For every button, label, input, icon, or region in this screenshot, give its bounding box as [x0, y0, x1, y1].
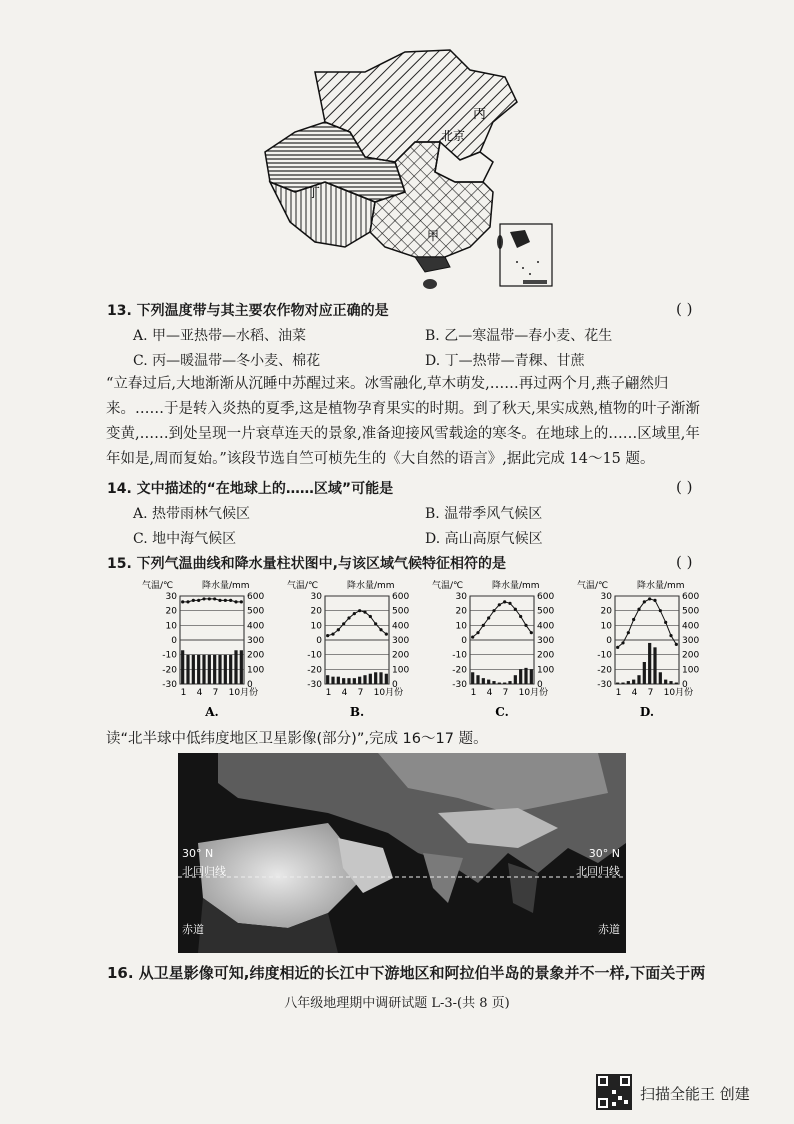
temperature-point — [374, 622, 377, 625]
precip-bar — [519, 669, 522, 684]
page-footer: 八年级地理期中调研试题 L-3-(共 8 页) — [284, 996, 510, 1011]
temperature-point — [224, 599, 227, 602]
chart-tick-left: 30 — [310, 592, 322, 602]
q13-option-a[interactable]: A. 甲—亚热带—水稻、油菜 — [133, 328, 307, 344]
china-temperature-map — [255, 42, 565, 292]
temperature-point — [508, 602, 511, 605]
temperature-point — [530, 631, 533, 634]
chart-tick-right: 400 — [682, 621, 700, 632]
temperature-point — [363, 611, 366, 614]
chart-tick-left: 30 — [600, 592, 612, 602]
temperature-point — [492, 609, 495, 612]
precip-bar — [379, 672, 382, 684]
chart-tick-right: 0 — [247, 680, 253, 690]
precip-bar — [213, 655, 216, 684]
climate-chart-3 — [575, 576, 715, 721]
precip-bar — [530, 669, 533, 684]
chart-tick-left: -20 — [307, 665, 322, 676]
chart-tick-left: 20 — [310, 606, 322, 617]
chart-tick-x: 1 — [615, 688, 622, 698]
tropic-of-cancer-left: 北回归线 — [182, 865, 226, 878]
temperature-point — [616, 646, 619, 649]
chart-tick-right: 600 — [537, 592, 555, 602]
q13-option-c[interactable]: C. 丙—暖温带—冬小麦、棉花 — [133, 353, 321, 369]
temperature-point — [632, 618, 635, 621]
precip-bar — [487, 680, 490, 684]
chart-ylabel-left: 气温/℃ — [142, 581, 174, 591]
lat-30n-right: 30° N — [588, 847, 620, 860]
precip-bar — [385, 674, 388, 684]
precip-bar — [627, 681, 630, 684]
temperature-point — [385, 633, 388, 636]
temperature-point — [482, 624, 485, 627]
chart-ylabel-right: 降水量/mm — [202, 581, 250, 591]
chart-tick-right: 100 — [392, 665, 410, 676]
chart-tick-right: 600 — [247, 592, 265, 602]
temperature-point — [326, 634, 329, 637]
temperature-point — [503, 600, 506, 603]
precip-bar — [240, 650, 243, 684]
chart-tick-right: 300 — [682, 636, 700, 646]
temperature-line — [183, 599, 242, 602]
precip-bar — [648, 643, 651, 684]
q15-stem: 15. 下列气温曲线和降水量柱状图中,与该区域气候特征相符的是 — [107, 556, 506, 572]
temperature-point — [514, 608, 517, 611]
chart-tick-right: 200 — [392, 650, 410, 661]
precip-bar — [208, 655, 211, 684]
chart-tick-right: 300 — [392, 636, 410, 646]
q13-option-b[interactable]: B. 乙—寒温带—春小麦、花生 — [425, 328, 613, 344]
temperature-point — [358, 609, 361, 612]
region-tropical — [415, 257, 450, 272]
precip-bar — [632, 680, 635, 684]
temperature-point — [627, 631, 630, 634]
temperature-point — [192, 599, 195, 602]
precip-bar — [476, 675, 479, 684]
chart-tick-left: 10 — [455, 621, 467, 632]
chart-tick-right: 100 — [247, 665, 265, 676]
lat-30n-left: 30° N — [182, 847, 214, 860]
chart-tick-left: -20 — [597, 665, 612, 676]
precip-bar — [197, 655, 200, 684]
temperature-point — [347, 616, 350, 619]
q14-stem: 14. 文中描述的“在地球上的……区域”可能是 — [107, 481, 394, 497]
chart-caption: A. — [205, 705, 219, 719]
chart-tick-right: 200 — [682, 650, 700, 661]
temperature-point — [337, 628, 340, 631]
chart-tick-left: 0 — [316, 636, 322, 646]
chart-tick-right: 100 — [537, 665, 555, 676]
temperature-point — [369, 615, 372, 618]
temperature-point — [208, 597, 211, 600]
chart-tick-right: 600 — [392, 592, 410, 602]
chart-tick-right: 0 — [392, 680, 398, 690]
precip-bar — [337, 677, 340, 684]
chart-tick-left: 30 — [165, 592, 177, 602]
temperature-point — [664, 621, 667, 624]
chart-tick-right: 300 — [247, 636, 265, 646]
chart-tick-left: -10 — [597, 650, 612, 661]
precip-bar — [621, 683, 624, 684]
chart-tick-right: 0 — [537, 680, 543, 690]
temperature-point — [471, 635, 474, 638]
qr-code-icon — [596, 1074, 632, 1110]
hainan-island — [423, 279, 437, 289]
temperature-point — [653, 599, 656, 602]
temperature-line — [328, 611, 387, 636]
satellite-image — [178, 753, 626, 953]
scanner-watermark: 扫描全能王 创建 — [640, 1085, 750, 1103]
chart-tick-left: -10 — [307, 650, 322, 661]
precip-bar — [503, 683, 506, 684]
precip-bar — [224, 655, 227, 684]
equator-left: 赤道 — [182, 923, 204, 936]
precip-bar — [669, 681, 672, 684]
climate-chart-0 — [140, 576, 280, 721]
chart-caption: D. — [639, 705, 655, 719]
precip-bar — [616, 683, 619, 684]
chart-tick-left: -10 — [162, 650, 177, 661]
precip-bar — [675, 683, 678, 684]
q14-answer-paren[interactable]: ( ) — [676, 478, 693, 496]
chart-tick-right: 400 — [537, 621, 555, 632]
temperature-point — [487, 616, 490, 619]
temperature-point — [637, 608, 640, 611]
climate-charts — [140, 576, 720, 721]
q13-answer-paren[interactable]: ( ) — [676, 300, 693, 318]
q15-answer-paren[interactable]: ( ) — [676, 553, 693, 571]
precip-bar — [653, 647, 656, 684]
precip-bar — [369, 674, 372, 684]
chart-ylabel-left: 气温/℃ — [577, 581, 609, 591]
precip-bar — [637, 675, 640, 684]
precip-bar — [659, 672, 662, 684]
q13-stem: 13. 下列温度带与其主要农作物对应正确的是 — [107, 303, 389, 319]
chart-tick-x: 1 — [325, 688, 332, 698]
precip-bar — [342, 678, 345, 684]
reading-passage — [106, 372, 794, 472]
chart-tick-left: -20 — [162, 665, 177, 676]
chart-tick-x: 10月份 — [663, 688, 694, 698]
precip-bar — [181, 650, 184, 684]
chart-tick-left: 10 — [165, 621, 177, 632]
q13-option-d[interactable]: D. 丁—热带—青稞、甘蔗 — [425, 353, 585, 369]
chart-tick-right: 500 — [247, 606, 265, 617]
chart-ylabel-left: 气温/℃ — [432, 581, 464, 591]
equator-right: 赤道 — [598, 923, 620, 936]
temperature-line — [473, 602, 532, 637]
temperature-point — [643, 600, 646, 603]
chart-tick-left: 10 — [600, 621, 612, 632]
temperature-point — [379, 628, 382, 631]
chart-tick-x: 10月份 — [518, 688, 549, 698]
precip-bar — [524, 668, 527, 684]
q16-stem: 16. 从卫星影像可知,纬度相近的长江中下游地区和阿拉伯半岛的景象并不一样,下面关于两 — [107, 964, 706, 982]
temperature-point — [197, 599, 200, 602]
chart-tick-x: 10月份 — [228, 688, 259, 698]
precip-bar — [229, 655, 232, 684]
temperature-point — [240, 600, 243, 603]
temperature-point — [659, 609, 662, 612]
temperature-point — [229, 599, 232, 602]
temperature-point — [342, 622, 345, 625]
chart-tick-right: 500 — [682, 606, 700, 617]
precip-bar — [508, 681, 511, 684]
chart-tick-left: 0 — [461, 636, 467, 646]
chart-tick-x: 1 — [180, 688, 187, 698]
temperature-point — [353, 612, 356, 615]
precip-bar — [374, 672, 377, 684]
precip-bar — [358, 677, 361, 684]
precip-bar — [353, 678, 356, 684]
temperature-point — [186, 600, 189, 603]
chart-ylabel-right: 降水量/mm — [347, 581, 395, 591]
precip-bar — [347, 678, 350, 684]
chart-tick-right: 200 — [247, 650, 265, 661]
chart-tick-left: -30 — [307, 680, 322, 690]
climate-chart-1 — [285, 576, 425, 721]
chart-tick-left: -30 — [162, 680, 177, 690]
chart-tick-left: 20 — [165, 606, 177, 617]
chart-tick-left: -10 — [452, 650, 467, 661]
precip-bar — [492, 681, 495, 684]
climate-chart-2 — [430, 576, 570, 721]
temperature-point — [648, 597, 651, 600]
precip-bar — [186, 655, 189, 684]
map-label-beijing: 北京 — [441, 129, 466, 143]
temperature-point — [498, 603, 501, 606]
precip-bar — [326, 675, 329, 684]
chart-ylabel-left: 气温/℃ — [287, 581, 319, 591]
chart-tick-right: 300 — [537, 636, 555, 646]
chart-tick-left: 30 — [455, 592, 467, 602]
precip-bar — [514, 675, 517, 684]
precip-bar — [218, 655, 221, 684]
chart-caption: C. — [495, 705, 509, 719]
chart-tick-right: 500 — [537, 606, 555, 617]
tropic-of-cancer-right: 北回归线 — [576, 865, 620, 878]
precip-bar — [498, 683, 501, 684]
chart-tick-left: 20 — [600, 606, 612, 617]
temperature-point — [213, 597, 216, 600]
chart-tick-right: 400 — [247, 621, 265, 632]
temperature-point — [181, 600, 184, 603]
chart-tick-right: 600 — [682, 592, 700, 602]
chart-tick-x: 1 — [470, 688, 477, 698]
chart-tick-x: 7 — [212, 688, 219, 698]
temperature-point — [218, 599, 221, 602]
chart-tick-left: 0 — [171, 636, 177, 646]
map-label-jia: 甲 — [427, 229, 440, 243]
chart-tick-x: 4 — [631, 688, 638, 698]
chart-tick-left: 20 — [455, 606, 467, 617]
temperature-point — [331, 633, 334, 636]
precip-bar — [234, 650, 237, 684]
q14-option-c[interactable]: C. 地中海气候区 — [133, 531, 237, 547]
passage-line: 变黄,……到处呈现一片衰草连天的景象,准备迎接风雪载途的寒冬。在地球上的……区域里,年 — [106, 426, 700, 442]
temperature-point — [675, 643, 678, 646]
precip-bar — [192, 655, 195, 684]
temperature-point — [202, 597, 205, 600]
chart-tick-right: 500 — [392, 606, 410, 617]
temperature-point — [621, 641, 624, 644]
precip-bar — [202, 655, 205, 684]
chart-tick-left: 10 — [310, 621, 322, 632]
temperature-point — [669, 634, 672, 637]
chart-tick-x: 7 — [357, 688, 364, 698]
chart-ylabel-right: 降水量/mm — [492, 581, 540, 591]
map-label-bing: 丙 — [473, 107, 487, 122]
passage-line: 来。……于是转入炎热的夏季,这是植物孕育果实的时期。到了秋天,果实成熟,植物的叶子渐渐 — [106, 401, 700, 417]
chart-tick-x: 4 — [486, 688, 493, 698]
chart-tick-x: 4 — [341, 688, 348, 698]
chart-ylabel-right: 降水量/mm — [637, 581, 685, 591]
temperature-point — [519, 615, 522, 618]
chart-tick-right: 200 — [537, 650, 555, 661]
chart-tick-x: 4 — [196, 688, 203, 698]
chart-tick-left: -20 — [452, 665, 467, 676]
chart-tick-right: 0 — [682, 680, 688, 690]
temperature-point — [524, 624, 527, 627]
precip-bar — [331, 677, 334, 684]
chart-tick-left: -30 — [452, 680, 467, 690]
chart-tick-x: 7 — [647, 688, 654, 698]
temperature-point — [234, 600, 237, 603]
precip-bar — [643, 662, 646, 684]
precip-bar — [471, 672, 474, 684]
read-prompt: 读“北半球中低纬度地区卫星影像(部分)”,完成 16～17 题。 — [106, 731, 488, 747]
precip-bar — [363, 675, 366, 684]
chart-tick-x: 10月份 — [373, 688, 404, 698]
chart-tick-left: 0 — [606, 636, 612, 646]
temperature-point — [476, 631, 479, 634]
chart-tick-right: 100 — [682, 665, 700, 676]
q14-option-d[interactable]: D. 高山高原气候区 — [425, 531, 543, 547]
chart-tick-x: 7 — [502, 688, 509, 698]
passage-line: “立春过后,大地渐渐从沉睡中苏醒过来。冰雪融化,草木萌发,……再过两个月,燕子翩然归 — [106, 376, 669, 392]
map-label-ding: 丁 — [307, 186, 321, 201]
precip-bar — [482, 678, 485, 684]
chart-tick-left: -30 — [597, 680, 612, 690]
q14-option-a[interactable]: A. 热带雨林气候区 — [133, 506, 251, 522]
chart-tick-right: 400 — [392, 621, 410, 632]
precip-bar — [664, 680, 667, 684]
chart-caption: B. — [349, 705, 365, 719]
q14-option-b[interactable]: B. 温带季风气候区 — [425, 506, 543, 522]
passage-line: 年如是,周而复始。”该段节选自竺可桢先生的《大自然的语言》,据此完成 14～15 题。 — [106, 451, 655, 467]
